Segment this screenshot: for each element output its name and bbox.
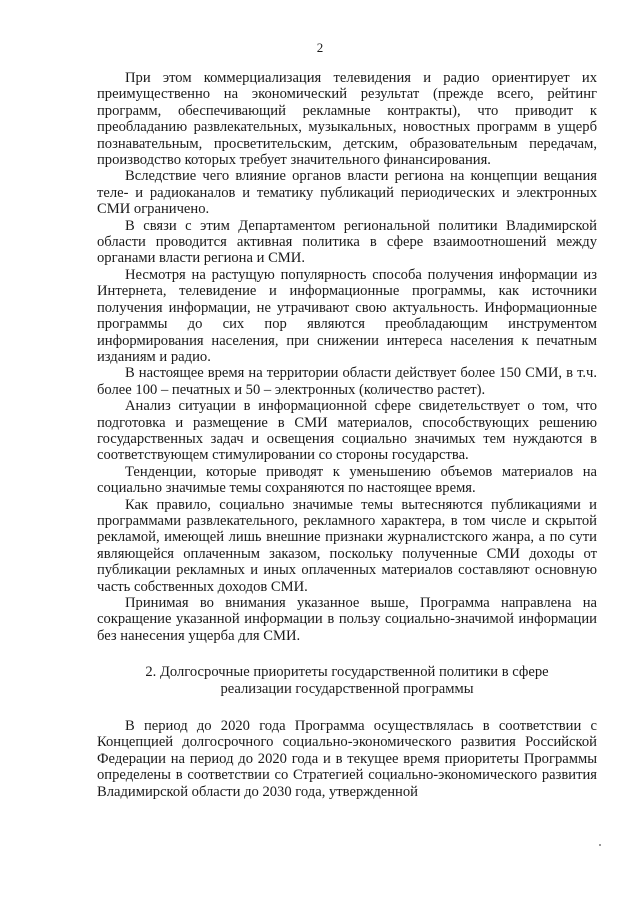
paragraph-situation-analysis: Анализ ситуации в информационной сфере свидетельствует о том, что подготовка и размещение в СМИ материалов, способствующих решению государственных задач и освещения социально значимых тем нуждаются в соответствующем стимулировании со стороны государства. <box>97 398 597 464</box>
page-number: 2 <box>316 40 324 55</box>
paragraph-internet-popularity: Несмотря на растущую популярность способа получения информации из Интернета, телевидение и информационные программы, как источники получения информации, не утрачивают свою актуальность. Информационные программы до сих пор являются преобладающим инструментом информирования населения, при снижении интереса населения к печатным изданиям и радио. <box>97 266 597 365</box>
scan-mark <box>599 844 601 846</box>
paragraph-media-count: В настоящее время на территории области действует более 150 СМИ, в т.ч. более 100 – печатных и 50 – электронных (количество растет). <box>97 365 597 398</box>
section-heading <box>97 664 597 697</box>
paragraph-trends: Тенденции, которые приводят к уменьшению объемов материалов на социально значимые темы сохраняются по настоящее время. <box>97 463 597 497</box>
paragraph-commercialization: При этом коммерциализация телевидения и радио ориентирует их преимущественно на экономический результат (прежде всего, рейтинг программ, обеспечивающий рекламные контракты), что приводит к преобладанию развлекательных, музыкальных, новостных программ в ущерб познавательным, просветительским, детским, образовательным передачам, производство которых требует значительного финансирования. <box>97 70 597 169</box>
section-heading-line1: 2. Долгосрочные приоритеты государственной политики в сфере <box>145 664 549 681</box>
paragraph-strategy: В период до 2020 года Программа осуществлялась в соответствии с Концепцией долгосрочного социально-экономического развития Российской Федерации на период до 2020 года и в текущее время приоритеты Программы определены в соответствии со Стратегией социально-экономического развития Владимирской области до 2030 года, утвержденной <box>97 718 597 800</box>
paragraph-influence: Вследствие чего влияние органов власти региона на концепции вещания теле- и радиоканалов и тематику публикаций периодических и электронных СМИ ограничено. <box>97 168 597 218</box>
section-heading-line2: реализации государственной программы <box>220 680 474 697</box>
paragraph-department-policy: В связи с этим Департаментом региональной политики Владимирской области проводится активная политика в сфере взаимоотношений между органами власти региона и СМИ. <box>97 217 597 267</box>
body-text <box>97 70 597 800</box>
paragraph-social-topics: Как правило, социально значимые темы вытесняются публикациями и программами развлекательного, рекламного характера, в том числе и скрытой рекламой, имеющей лишь внешние признаки журналистского жанра, а по сути являющейся оплаченным заказом, поскольку полученные СМИ доходы от публикации рекламных и иных оплаченных материалов составляют основную часть собственных доходов СМИ. <box>97 496 597 595</box>
paragraph-program-aim: Принимая во внимания указанное выше, Программа направлена на сокращение указанной информации в пользу социально-значимой информации без нанесения ущерба для СМИ. <box>97 595 597 644</box>
